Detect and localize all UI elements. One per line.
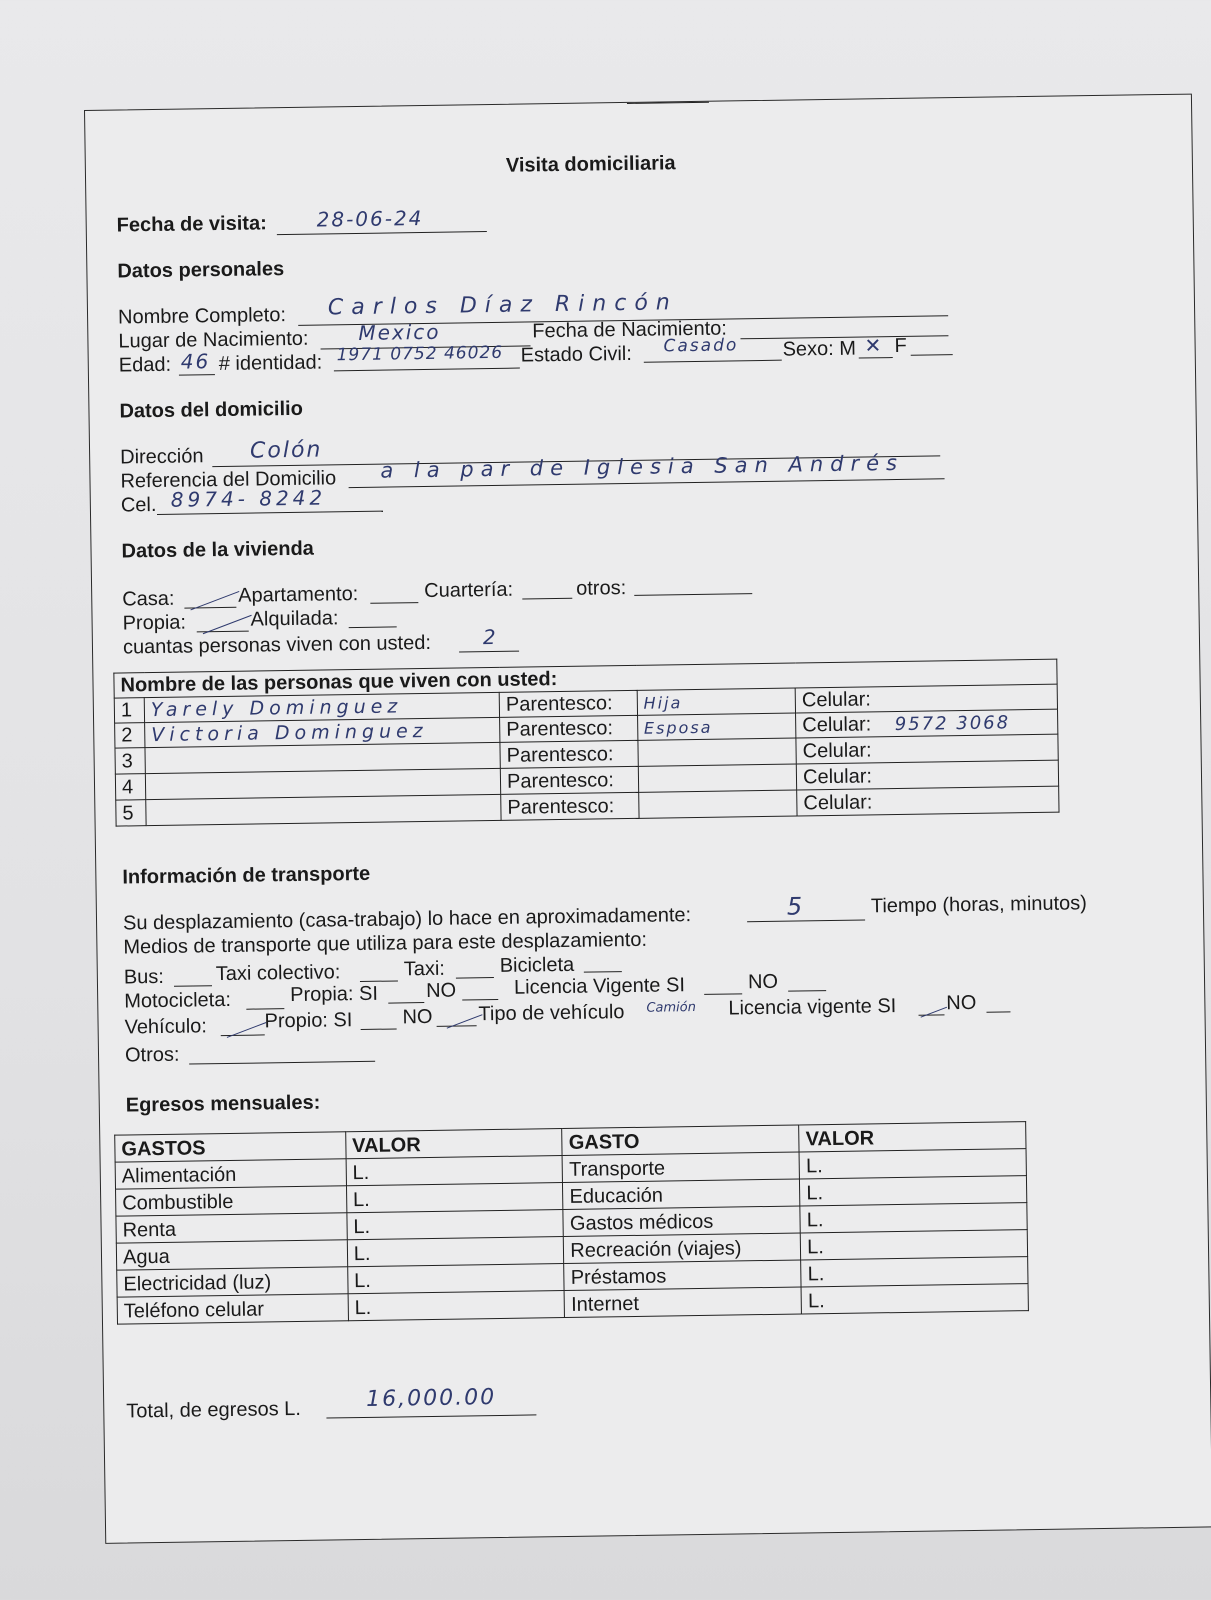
expense-right-label: Transporte (562, 1152, 799, 1183)
visit-date-label: Fecha de visita: (116, 212, 267, 237)
expense-right-label: Internet (564, 1287, 801, 1318)
otros-transport-label: Otros: (124, 1043, 180, 1067)
alquilada-label: Alquilada: (250, 607, 339, 631)
relationship-label: Parentesco: (500, 715, 638, 742)
means-label: Medios de transporte que utiliza para este desplazamiento: (123, 928, 648, 959)
expense-left-label: Teléfono celular (117, 1294, 348, 1324)
licencia-no-label: NO (747, 970, 779, 994)
moto-label: Motocicleta: (124, 988, 232, 1013)
licencia2-label: Licencia vigente SI (728, 995, 897, 1020)
resident-relationship[interactable]: Hija (643, 693, 683, 713)
transport-heading: Información de transporte (122, 862, 371, 889)
id-value[interactable]: 1971 0752 46026 (336, 342, 504, 366)
expense-left-label: Combustible (116, 1186, 347, 1216)
cell-value[interactable]: 8974- 8242 (170, 485, 327, 512)
relationship-label: Parentesco: (500, 766, 638, 794)
tipo-line (627, 102, 709, 104)
licencia-label: Licencia Vigente SI (513, 974, 686, 999)
people-line (459, 651, 519, 653)
visit-date-value[interactable]: 28-06-24 (316, 205, 424, 232)
expense-left-label: Alimentación (115, 1159, 346, 1189)
cell-phone-label: Celular: (803, 791, 873, 815)
relationship-label: Parentesco: (501, 792, 639, 820)
propia-label: Propia: (122, 611, 187, 635)
sex-label: Sexo: M (782, 337, 857, 361)
cell-phone-label: Celular: (802, 765, 873, 789)
tipo-value[interactable]: Camión (646, 1000, 697, 1016)
expense-right-value[interactable]: L. (800, 1230, 1027, 1260)
total-line (326, 1414, 536, 1418)
housing-heading: Datos de la vivienda (121, 537, 314, 563)
relationship-label: Parentesco: (499, 690, 637, 717)
valor-header-left: VALOR (345, 1129, 562, 1159)
name-label: Nombre Completo: (117, 304, 287, 329)
form-sheet (84, 94, 1211, 1544)
expense-left-label: Agua (116, 1240, 347, 1270)
cuarteria-line (522, 598, 572, 600)
licencia2-no-line (986, 1011, 1010, 1012)
expense-left-value[interactable]: L. (346, 1183, 563, 1213)
row-number: 1 (114, 698, 144, 723)
row-number: 4 (115, 774, 145, 800)
expense-right-value[interactable]: L. (800, 1176, 1027, 1206)
alquilada-line (349, 626, 397, 628)
taxi-line (456, 977, 494, 979)
expenses-heading: Egresos mensuales: (125, 1091, 321, 1117)
sex-f-label: F (894, 334, 907, 357)
vehiculo-no-line (437, 1025, 477, 1027)
time-label: Tiempo (horas, minutos) (870, 892, 1088, 918)
expense-left-value[interactable]: L. (347, 1210, 564, 1240)
total-value[interactable]: 16,000.00 (365, 1385, 497, 1412)
age-value[interactable]: 46 (180, 349, 211, 374)
apartamento-label: Apartamento: (238, 582, 359, 607)
expense-right-value[interactable]: L. (801, 1284, 1028, 1314)
cell-phone-label: Celular: (802, 713, 872, 737)
resident-relationship[interactable]: Esposa (643, 717, 713, 738)
otros-housing-line (634, 593, 752, 596)
expense-left-label: Renta (116, 1213, 347, 1243)
otros-transport-line (189, 1061, 375, 1065)
civil-value[interactable]: Casado (663, 335, 739, 357)
cell-phone-label: Celular: (802, 739, 872, 763)
moto-no-line (462, 999, 498, 1001)
licencia-no-line (788, 990, 826, 992)
cell-phone-label: Celular: (801, 688, 871, 712)
reference-label: Referencia del Domicilio (120, 467, 337, 493)
tipo-label: Tipo de vehículo (478, 1001, 625, 1026)
residents-header: Nombre de las personas que viven con usted: (114, 659, 1057, 698)
vehiculo-no-check[interactable] (447, 1014, 483, 1028)
expense-left-value[interactable]: L. (348, 1291, 565, 1321)
row-number: 3 (115, 748, 145, 774)
commute-value[interactable]: 5 (786, 892, 805, 921)
residents-table (113, 659, 1059, 827)
expense-left-label: Electricidad (luz) (117, 1267, 348, 1297)
total-label: Total, de egresos L. (126, 1397, 302, 1423)
age-label: Edad: (118, 353, 172, 377)
expenses-table (114, 1121, 1029, 1325)
vehiculo-label: Vehículo: (124, 1015, 208, 1039)
cuarteria-label: Cuartería: (424, 578, 514, 603)
home-heading: Datos del domicilio (119, 397, 303, 423)
address-value[interactable]: Colón (249, 437, 323, 464)
licencia-si-line (704, 993, 742, 995)
people-value[interactable]: 2 (482, 624, 498, 650)
reference-value[interactable]: a la par de Iglesia San Andrés (380, 450, 905, 483)
taxi-colectivo-label: Taxi colectivo: (215, 961, 341, 986)
expense-left-value[interactable]: L. (346, 1156, 563, 1186)
bicicleta-line (584, 971, 622, 973)
id-label: # identidad: (218, 351, 323, 376)
id-line (334, 368, 520, 372)
vehiculo-no-label: NO (402, 1005, 433, 1029)
expense-right-label: Préstamos (564, 1260, 801, 1291)
licencia2-si-check[interactable] (921, 1007, 948, 1018)
bus-line (174, 985, 212, 987)
valor-header-right: VALOR (799, 1122, 1026, 1152)
moto-propia-label: Propia: SI (289, 982, 379, 1007)
bus-label: Bus: (123, 965, 165, 989)
resident-cell[interactable]: 9572 3068 (894, 712, 1011, 736)
gastos-header: GASTOS (115, 1132, 346, 1162)
form-title: Visita domiciliaria (505, 152, 676, 177)
birthplace-value[interactable]: Mexico (358, 319, 441, 345)
licencia2-no-label: NO (946, 991, 977, 1015)
personal-heading: Datos personales (117, 258, 285, 283)
expense-right-value[interactable]: L. (801, 1257, 1028, 1287)
taxi-label: Taxi: (403, 957, 446, 981)
expense-right-label: Recreación (viajes) (564, 1233, 801, 1264)
commute-label: Su desplazamiento (casa-trabajo) lo hace en aproximadamente: (122, 904, 692, 935)
cell-label: Cel. (120, 493, 157, 517)
expense-left-value[interactable]: L. (347, 1237, 564, 1267)
expense-right-value[interactable]: L. (800, 1203, 1027, 1233)
people-label: cuantas personas viven con usted: (122, 631, 432, 659)
expense-right-label: Gastos médicos (563, 1206, 800, 1237)
row-number: 2 (115, 723, 145, 748)
birthdate-label: Fecha de Nacimiento: (532, 317, 728, 343)
expense-right-value[interactable]: L. (799, 1149, 1026, 1179)
birthplace-label: Lugar de Nacimiento: (118, 327, 309, 353)
vehiculo-si-line (361, 1028, 397, 1030)
taxi-colectivo-line (360, 980, 398, 982)
sex-f-line (911, 354, 953, 356)
civil-line (644, 360, 782, 363)
moto-si-line (388, 1002, 424, 1004)
expense-left-value[interactable]: L. (347, 1264, 564, 1294)
casa-label: Casa: (122, 587, 175, 611)
visit-date-line (277, 231, 487, 235)
commute-line (747, 920, 865, 923)
age-line (179, 374, 215, 376)
otros-housing-label: otros: (575, 577, 627, 600)
relationship-label: Parentesco: (500, 740, 638, 768)
address-label: Dirección (119, 445, 204, 469)
moto-no-label: NO (425, 979, 457, 1003)
vehiculo-propio-label: Propio: SI (264, 1009, 353, 1033)
bicicleta-label: Bicicleta (499, 953, 575, 977)
name-value[interactable]: Carlos Díaz Rincón (327, 290, 678, 321)
expense-right-label: Educación (563, 1179, 800, 1210)
resident-name[interactable]: Victoria Dominguez (151, 719, 428, 747)
civil-label: Estado Civil: (520, 342, 632, 367)
resident-name[interactable]: Yarely Dominguez (150, 695, 403, 722)
row-number: 5 (116, 800, 146, 826)
apartamento-line (370, 602, 418, 604)
sex-m-mark[interactable]: ✕ (864, 333, 884, 358)
gasto-header: GASTO (562, 1125, 799, 1156)
